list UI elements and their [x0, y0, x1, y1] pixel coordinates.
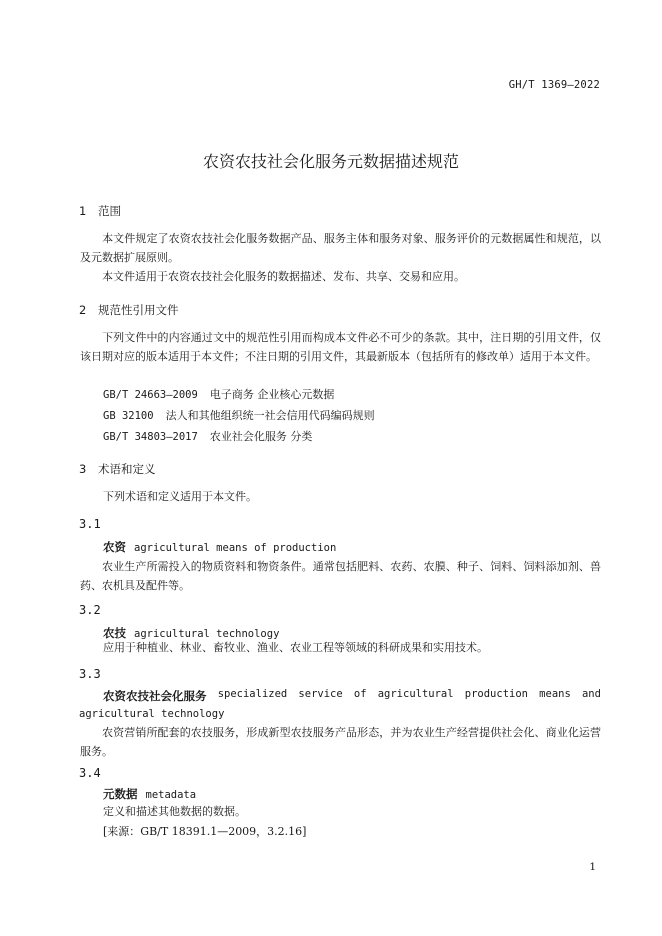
term-number: 3.3 — [79, 667, 101, 681]
reference-name: 电子商务 企业核心元数据 — [209, 388, 335, 401]
term-en: metadata — [145, 789, 197, 801]
term-number: 3.2 — [79, 603, 101, 617]
section-number: 1 — [79, 204, 87, 218]
term-definition: 定义和描述其他数据的数据。 — [103, 805, 246, 818]
reference-item — [103, 406, 375, 426]
reference-item — [103, 385, 334, 405]
section-number: 2 — [79, 303, 87, 317]
term-zh: 农资农技社会化服务 — [103, 689, 207, 703]
term-zh: 元数据 — [103, 787, 138, 801]
scope-paragraph-2: 本文件适用于农资农技社会化服务的数据描述、发布、共享、交易和应用。 — [102, 270, 465, 283]
section-title: 术语和定义 — [98, 462, 156, 476]
reference-item — [103, 427, 312, 447]
term-en-continuation: agricultural technology — [79, 708, 225, 720]
standard-number: GH/T 1369—2022 — [508, 79, 600, 91]
term-number: 3.1 — [79, 517, 101, 531]
term-entry — [103, 786, 196, 802]
term-en-word: service — [298, 688, 343, 700]
section-title: 规范性引用文件 — [98, 303, 179, 317]
scope-paragraph-1: 本文件规定了农资农技社会化服务数据产品、服务主体和服务对象、服务评价的元数据属性和规范，以及元数据扩展原则。 — [80, 232, 601, 264]
reference-code: GB 32100 — [103, 410, 154, 422]
term-en: agricultural means of production — [134, 542, 337, 554]
term-number: 3.4 — [79, 766, 101, 780]
reference-code: GB/T 34803—2017 — [103, 431, 198, 443]
section-3-heading — [79, 461, 156, 477]
term-en-word: and — [581, 688, 601, 700]
term-en: agricultural technology — [134, 628, 280, 640]
term-en-word: production — [464, 688, 528, 700]
term-definition: 农资营销所配套的农技服务，形成新型农技服务产品形态，并为农业生产经营提供社会化、商业化运营服务。 — [80, 726, 601, 758]
section-title: 范围 — [98, 204, 121, 218]
term-en-word: of — [353, 688, 367, 700]
term-entry — [103, 688, 601, 704]
document-title: 农资农技社会化服务元数据描述规范 — [202, 152, 459, 171]
term-definition: 农业生产所需投入的物质资料和物资条件。通常包括肥料、农药、农膜、种子、饲料、饲料添加剂、兽药、农机具及配件等。 — [80, 560, 601, 592]
section-1-heading — [79, 203, 121, 219]
section-2-heading — [79, 302, 179, 318]
term-definition: 应用于种植业、林业、畜牧业、渔业、农业工程等领域的科研成果和实用技术。 — [103, 641, 488, 654]
term-zh: 农技 — [103, 626, 126, 640]
reference-code: GB/T 24663—2009 — [103, 389, 198, 401]
reference-name: 农业社会化服务 分类 — [209, 430, 313, 443]
page-number: 1 — [589, 861, 596, 873]
term-source: [来源：GB/T 18391.1—2009，3.2.16] — [103, 825, 307, 838]
term-entry — [103, 539, 336, 555]
term-en-word: means — [539, 688, 571, 700]
terms-intro: 下列术语和定义适用于本文件。 — [103, 490, 257, 503]
section-number: 3 — [79, 462, 87, 476]
term-zh: 农资 — [103, 540, 126, 554]
reference-name: 法人和其他组织统一社会信用代码编码规则 — [165, 409, 375, 422]
term-en-word: specialized — [217, 688, 288, 700]
term-en-word: agricultural — [377, 688, 454, 700]
normative-paragraph: 下列文件中的内容通过文中的规范性引用而构成本文件必不可少的条款。其中，注日期的引用文件，仅该日期对应的版本适用于本文件；不注日期的引用文件，其最新版本（包括所有的修改单）适用于本文件。 — [80, 331, 601, 363]
